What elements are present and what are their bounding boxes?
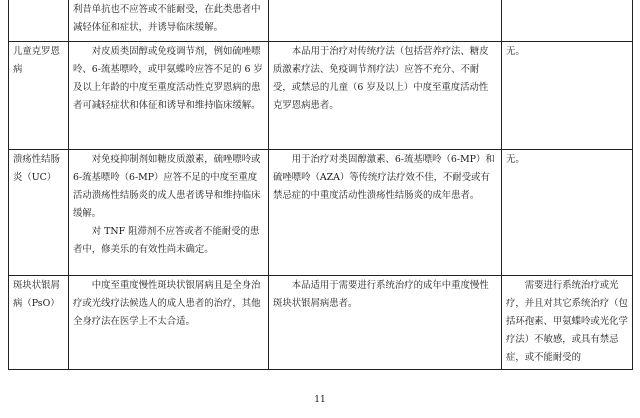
cn-indication-cell [269, 42, 502, 150]
paragraph: 用于治疗对类固醇激素、6-巯基嘌呤（6-MP）和硫唑嘌呤（AZA）等传统疗法疗效不佳，不耐受或有禁忌症的中重度活动性溃疡性结肠炎的成年患者。 [273, 154, 495, 201]
us-indication-cell [69, 276, 269, 370]
table-row-ulcerative-colitis [9, 150, 633, 276]
difference-cell [502, 276, 633, 370]
paragraph: 无。 [506, 154, 525, 165]
cn-indication-cell [269, 0, 502, 42]
disease-cell: 儿童克罗恩病 [9, 42, 69, 150]
table-row-continued [9, 0, 633, 42]
table-row-plaque-psoriasis [9, 276, 633, 370]
paragraph: 本品用于治疗对传统疗法（包括营养疗法、糖皮质激素疗法、免疫调节剂疗法）应答不充分、不耐受，或禁忌的儿童（6 岁及以上）中度至重度活动性克罗恩病患者。 [273, 46, 489, 111]
paragraph: 需要进行系统治疗或光疗，并且对其它系统治疗（包括环孢素、甲氨蝶呤或光化学疗法）不敏感，或具有禁忌症，或不能耐受的 [506, 280, 628, 363]
page-number: 11 [314, 395, 326, 405]
difference-cell [502, 150, 633, 276]
table-row-pediatric-crohns [9, 42, 633, 150]
us-indication-cell [69, 0, 269, 42]
us-indication-cell [69, 42, 269, 150]
paragraph: 中度至重度慢性斑块状银屑病且是全身治疗或光线疗法候选人的成人患者的治疗，其他全身疗法在医学上不太合适。 [73, 280, 261, 327]
difference-cell [502, 0, 633, 42]
cn-indication-cell [269, 150, 502, 276]
us-indication-cell [69, 150, 269, 276]
paragraph: 对皮质类固醇或免疫调节剂，例如硫唑嘌呤、6-巯基嘌呤，或甲氨蝶呤应答不足的 6 岁及以上年龄的中度至重度活动性克罗恩病的患者可减轻症状和体征和诱导和维持临床缓解。 [73, 46, 263, 111]
cn-indication-cell [269, 276, 502, 370]
indication-comparison-table [8, 0, 633, 370]
disease-cell: 斑块状银屑病（PsO） [9, 276, 69, 370]
disease-cell [9, 0, 69, 42]
paragraph: 对 TNF 阻滞剂不应答或者不能耐受的患者中，修美乐的有效性尚未确定。 [73, 226, 260, 255]
paragraph: 无。 [506, 46, 525, 57]
paragraph: 本品适用于需要进行系统治疗的成年中重度慢性斑块状银屑病患者。 [273, 280, 489, 309]
paragraph: 对免疫抑制剂如糖皮质激素，硫唑嘌呤或 6-巯基嘌呤（6-MP）应答不足的中度至重度活动溃疡性结肠炎的成人患者诱导和维持临床缓解。 [73, 154, 261, 219]
disease-cell: 溃疡性结肠炎（UC） [9, 150, 69, 276]
difference-cell [502, 42, 633, 150]
paragraph: 利昔单抗也不应答或不能耐受，在此类患者中减轻体征和症状，并诱导临床缓解。 [73, 4, 261, 33]
